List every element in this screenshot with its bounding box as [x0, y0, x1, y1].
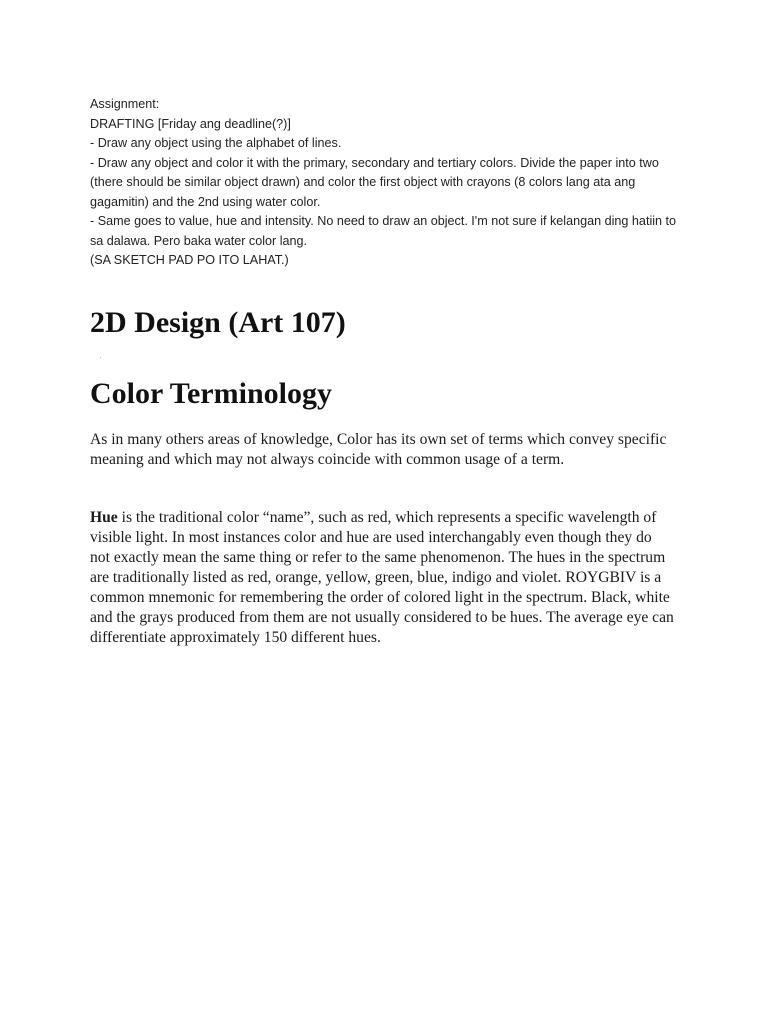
assignment-title: DRAFTING [Friday ang deadline(?)]: [90, 116, 291, 131]
assignment-note: (SA SKETCH PAD PO ITO LAHAT.): [90, 253, 289, 267]
intro-paragraph: As in many others areas of knowledge, Color has its own set of terms which convey specific meaning and which may not always coincide with common usage of a term.: [90, 431, 667, 468]
course-title: 2D Design (Art 107): [90, 306, 346, 339]
hue-definition: is the traditional color “name”, such as red, which represents a specific wavelength of visible light. In most instances color and hue are used interchangably even though they do not exactly mean the same thing or refer to the same phenomenon. The hues in the spectrum are traditionally listed as red, orange, yellow, green, blue, indigo and violet. ROYGBIV is a common mnemonic for remembering the order of colored light in the spectrum. Black, white and the grays produced from them are not usually considered to be hues. The average eye can differentiate approximately 150 different hues.: [90, 509, 674, 646]
hue-paragraph: [90, 508, 675, 648]
assignment-notes: [90, 95, 690, 271]
assignment-item-2: - Draw any object and color it with the primary, secondary and tertiary colors. Divide the paper into two (there should be similar object drawn) and color the first object with crayons (8 colors lang ata ang gagamitin) and the 2nd using water color.: [90, 155, 659, 209]
section-title: Color Terminology: [90, 377, 332, 410]
assignment-item-1: - Draw any object using the alphabet of lines.: [90, 136, 342, 150]
stray-mark: [100, 357, 101, 358]
hue-term: Hue: [90, 509, 118, 526]
assignment-item-3: - Same goes to value, hue and intensity. No need to draw an object. I'm not sure if kelangan ding hatiin to sa dalawa. Pero baka water color lang.: [90, 214, 677, 248]
assignment-label: Assignment:: [90, 97, 160, 111]
